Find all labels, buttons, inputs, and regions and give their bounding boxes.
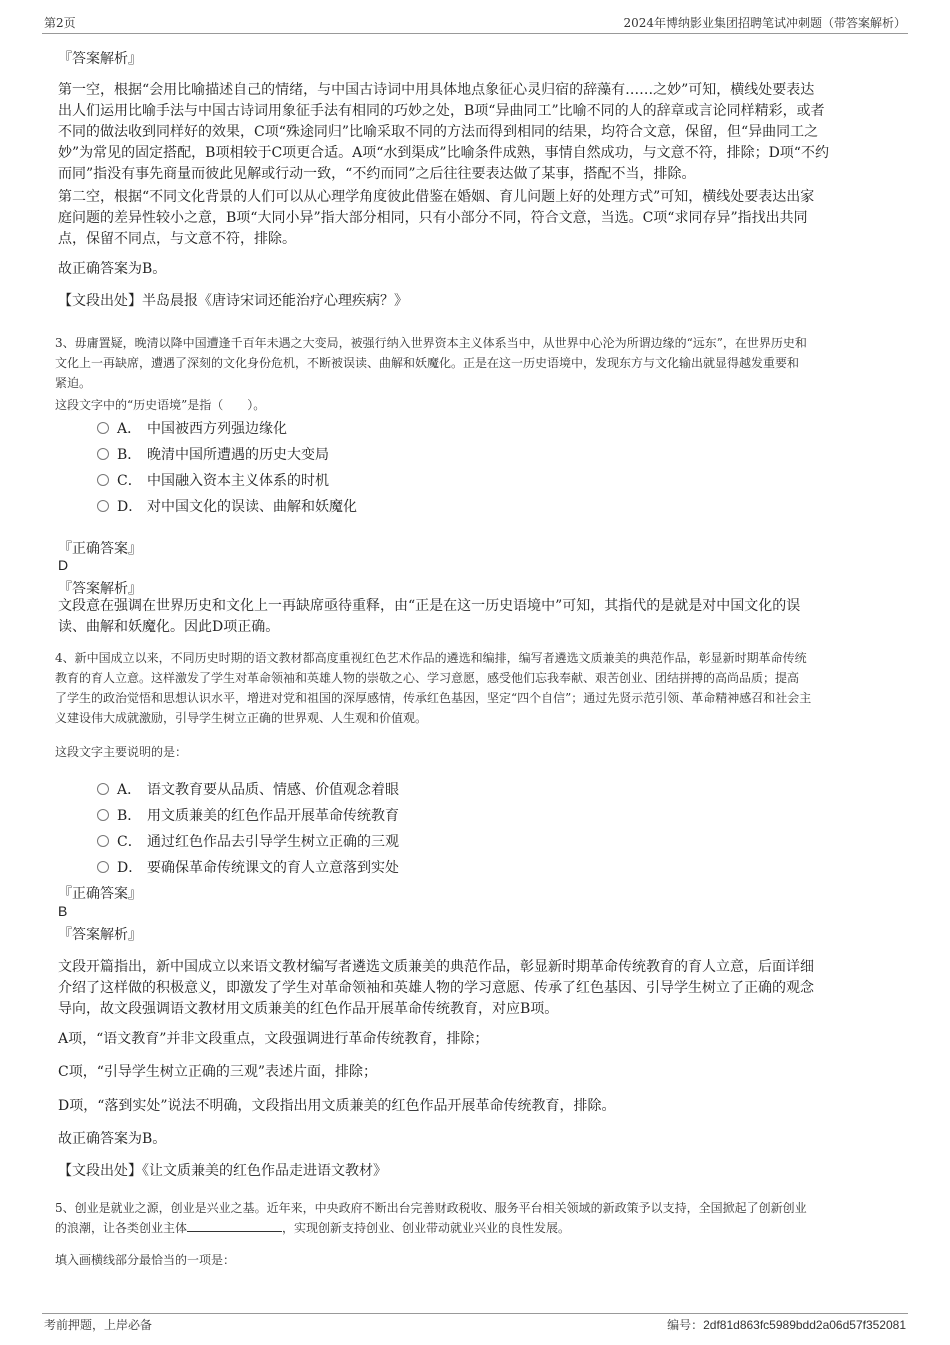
radio-button[interactable] bbox=[97, 835, 109, 847]
document-code: 编号：2df81d863fc5989bdd2a06d57f352081 bbox=[667, 1318, 906, 1332]
radio-button[interactable] bbox=[97, 861, 109, 873]
radio-button[interactable] bbox=[97, 783, 109, 795]
conclusion: 故正确答案为B。 bbox=[58, 261, 167, 277]
correct-answer: B bbox=[58, 903, 68, 919]
analysis-heading: 『答案解析』 bbox=[58, 581, 142, 597]
footer-slogan: 考前押题，上岸必备 bbox=[44, 1318, 153, 1332]
radio-button[interactable] bbox=[97, 500, 109, 512]
source-citation: 【文段出处】《让文质兼美的红色作品走进语文教材》 bbox=[58, 1163, 387, 1179]
analysis-paragraph-1: 第一空，根据“会用比喻描述自己的情绪，与中国古诗词中用具体地点象征心灵归宿的辞藻有……之妙”可知，横线处要表达 出人们运用比喻手法与中国古诗词用象征手法有相同的巧妙之处，B项“异曲同工”比喻不同的人的辞章或言论同样精彩，或者 不同的做法收到同样好的效果，C项“殊途同归”比喻采取不同的方法而得到相同的结果，均符合文意，保留，但“异曲同工之 妙”为常见的固定搭配，B项相较于C项更合适。A项“水到渠成”比喻条件成熟，事情自然成功，与文意不符，排除；D项“不约 而同”指没有事先商量而彼此见解或行动一致，“不约而同”之后往往要表达做了某事，搭配不当，排除。 bbox=[58, 82, 829, 182]
question-prompt: 这段文字中的“历史语境”是指（ ）。 bbox=[55, 398, 266, 412]
question-stem: 4、新中国成立以来，不同历史时期的语文教材都高度重视红色艺术作品的遴选和编排，编写者遴选文质兼美的典范作品，彰显新时期革命传统 教育的育人立意。这样激发了学生对革命领袖和英雄人物的崇敬之心、学习意愿，感受他们忘我奉献、艰苦创业、团结拼搏的高尚品质；提高 了学生的政治觉悟和思想认识水平，增进对党和祖国的深厚感情，传承红色基因，坚定“四个自信”；通过先贤示范引领、革命精神感召和社会主 义建设伟大成就激励，引导学生树立正确的世界观、人生观和价值观。 bbox=[55, 651, 812, 725]
fill-blank[interactable] bbox=[187, 1219, 282, 1232]
document-title: 2024年博纳影业集团招聘笔试冲刺题（带答案解析） bbox=[623, 16, 906, 30]
source-citation: 【文段出处】半岛晨报《唐诗宋词还能治疗心理疾病？》 bbox=[58, 293, 408, 309]
analysis-option-c: C项，“引导学生树立正确的三观”表述片面，排除； bbox=[58, 1064, 378, 1080]
option-a[interactable]: A． 中国被西方列强边缘化 bbox=[97, 418, 287, 438]
analysis-text: 文段开篇指出，新中国成立以来语文教材编写者遴选文质兼美的典范作品，彰显新时期革命传统教育的育人立意，后面详细 介绍了这样做的积极意义，即激发了学生对革命领袖和英雄人物的学习意愿、传承了红色基因、引导学生树立了正确的观念 导向，故文段强调语文教材用文质兼美的红色作品开展革命传统教育，对应B项。 bbox=[58, 959, 814, 1017]
radio-button[interactable] bbox=[97, 474, 109, 486]
radio-button[interactable] bbox=[97, 422, 109, 434]
analysis-option-a: A项，“语文教育”并非文段重点，文段强调进行革命传统教育，排除； bbox=[58, 1031, 489, 1047]
analysis-option-d: D项，“落到实处”说法不明确，文段指出用文质兼美的红色作品开展革命传统教育，排除。 bbox=[58, 1098, 616, 1114]
analysis-heading: 『答案解析』 bbox=[58, 927, 142, 943]
option-c[interactable]: C． 中国融入资本主义体系的时机 bbox=[97, 470, 329, 490]
option-d[interactable]: D． 对中国文化的误读、曲解和妖魔化 bbox=[97, 496, 357, 516]
correct-answer: D bbox=[58, 557, 69, 573]
option-b[interactable]: B． 晚清中国所遭遇的历史大变局 bbox=[97, 444, 329, 464]
option-d[interactable]: D． 要确保革命传统课文的育人立意落到实处 bbox=[97, 857, 399, 877]
question-prompt: 填入画横线部分最恰当的一项是： bbox=[55, 1253, 236, 1267]
question-stem: 3、毋庸置疑，晚清以降中国遭逢千百年未遇之大变局，被强行纳入世界资本主义体系当中，从世界中心沦为所谓边缘的“远东”，在世界历史和 文化上一再缺席，遭遇了深刻的文化身份危机，不断被误读、曲解和妖魔化。正是在这一历史语境中，发现东方与文化输出就显得越发重要和 紧迫。 bbox=[55, 336, 807, 390]
radio-button[interactable] bbox=[97, 448, 109, 460]
analysis-heading: 『答案解析』 bbox=[58, 51, 142, 67]
option-b[interactable]: B． 用文质兼美的红色作品开展革命传统教育 bbox=[97, 805, 399, 825]
option-c[interactable]: C． 通过红色作品去引导学生树立正确的三观 bbox=[97, 831, 399, 851]
radio-button[interactable] bbox=[97, 809, 109, 821]
page-number: 第2页 bbox=[44, 16, 76, 30]
footer-divider bbox=[42, 1313, 908, 1314]
question-stem: 5、创业是就业之源，创业是兴业之基。近年来，中央政府不断出台完善财政税收、服务平台相关领域的新政策予以支持，全国掀起了创新创业 的浪潮，让各类创业主体 ，实现创新支持创业、创业带动就业兴业的良性发展。 bbox=[55, 1201, 807, 1235]
header-divider bbox=[42, 33, 908, 34]
correct-answer-heading: 『正确答案』 bbox=[58, 886, 142, 902]
option-a[interactable]: A． 语文教育要从品质、情感、价值观念着眼 bbox=[97, 779, 399, 799]
question-prompt: 这段文字主要说明的是： bbox=[55, 745, 188, 759]
analysis-paragraph-2: 第二空，根据“不同文化背景的人们可以从心理学角度彼此借鉴在婚姻、育儿问题上好的处理方式”可知，横线处要表达出家 庭问题的差异性较小之意，B项“大同小异”指大部分相同，只有小部分不同，符合文意，当选。C项“求同存异”指找出共同 点，保留不同点，与文意不符，排除。 bbox=[58, 189, 815, 247]
correct-answer-heading: 『正确答案』 bbox=[58, 541, 142, 557]
conclusion: 故正确答案为B。 bbox=[58, 1131, 167, 1147]
analysis-text: 文段意在强调在世界历史和文化上一再缺席亟待重释，由“正是在这一历史语境中”可知，其指代的是就是对中国文化的误 读、曲解和妖魔化。因此D项正确。 bbox=[58, 598, 801, 635]
